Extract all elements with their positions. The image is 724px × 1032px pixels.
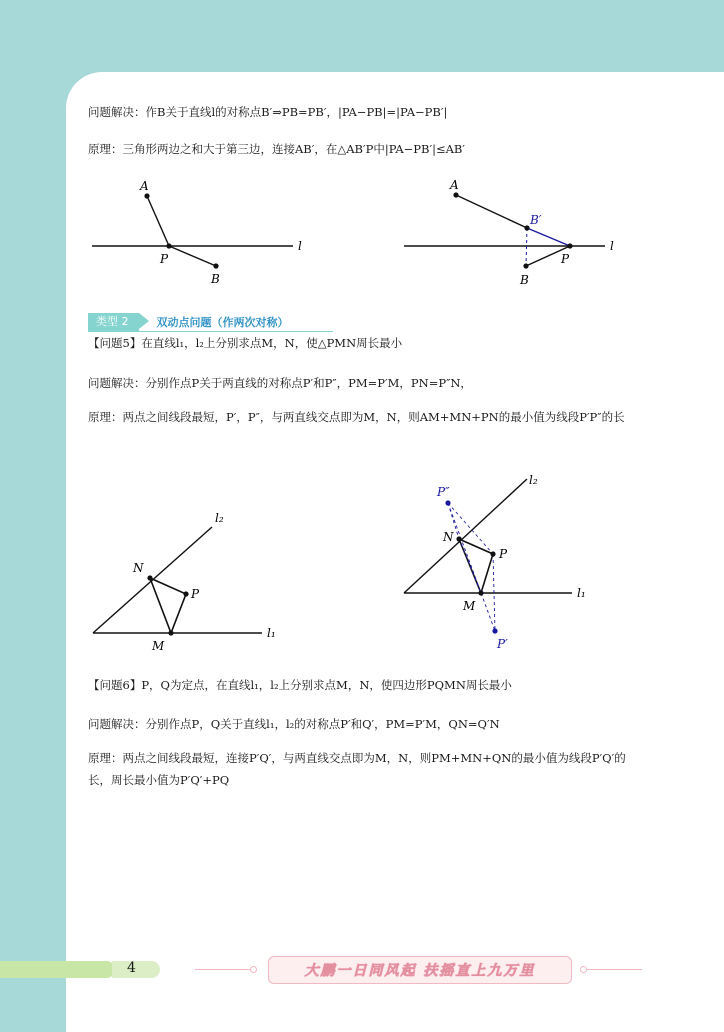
label-l2: l₂ (215, 511, 224, 525)
label-A: A (140, 179, 149, 193)
deco-dot-right (580, 966, 587, 973)
label-M: M (152, 639, 165, 653)
question-6: 【问题6】P，Q为定点，在直线l₁，l₂上分别求点M，N，使四边形PQMN周长最小 (88, 678, 512, 692)
label-M: M (463, 599, 476, 613)
label-P: P (499, 547, 508, 561)
label-P: P (561, 252, 570, 266)
label-P-prime: P′ (497, 637, 508, 651)
principle-1: 原理：三角形两边之和大于第三边，连接AB′，在△AB′P中|PA−PB′|≤AB′ (88, 142, 465, 156)
question-5: 【问题5】在直线l₁，l₂上分别求点M，N，使△PMN周长最小 (88, 336, 403, 350)
label-l: l (298, 239, 302, 253)
question-5-solution: 问题解决：分别作点P关于两直线的对称点P′和P″，PM=P′M，PN=P″N， (88, 376, 472, 390)
footer-bar-light (112, 961, 160, 978)
motto-banner (268, 956, 572, 984)
type-title: 双动点问题（作两次对称） (156, 316, 289, 329)
deco-line-left (195, 969, 253, 970)
question-6-solution: 问题解决：分别作点P，Q关于直线l₁，l₂的对称点P′和Q′，PM=P′M，QN=Q′N (88, 717, 500, 731)
question-5-principle: 原理：两点之间线段最短，P′，P″，与两直线交点即为M，N，则AM+MN+PN的最小值为线段P′P″的长 (88, 410, 625, 424)
label-l1: l₁ (577, 586, 586, 600)
label-P: P (160, 252, 169, 266)
label-l2: l₂ (529, 473, 538, 487)
label-P-double-prime: P″ (437, 485, 450, 499)
page-number: 4 (127, 960, 136, 976)
deco-dot-left (250, 966, 257, 973)
label-l: l (610, 239, 614, 253)
label-B-prime: B′ (530, 213, 542, 227)
label-P: P (191, 587, 200, 601)
label-B: B (211, 272, 220, 286)
motto-text: 大鹏一日同风起 扶摇直上九万里 (304, 963, 536, 979)
problem-solution-1: 问题解决：作B关于直线l的对称点B′⇒PB=PB′，|PA−PB|=|PA−PB′| (88, 105, 448, 119)
label-A: A (450, 178, 459, 192)
type-tag-label: 类型 2 (88, 313, 139, 331)
question-6-principle: 原理：两点之间线段最短，连接P′Q′，与两直线交点即为M，N，则PM+MN+QN的最小值为线段P′Q′的长，周长最小值为P′Q′+PQ (88, 751, 626, 787)
deco-line-right (587, 969, 642, 970)
label-N: N (133, 561, 144, 575)
footer-bar (0, 961, 115, 978)
label-B: B (520, 273, 529, 287)
label-l1: l₁ (267, 626, 276, 640)
label-N: N (443, 530, 454, 544)
